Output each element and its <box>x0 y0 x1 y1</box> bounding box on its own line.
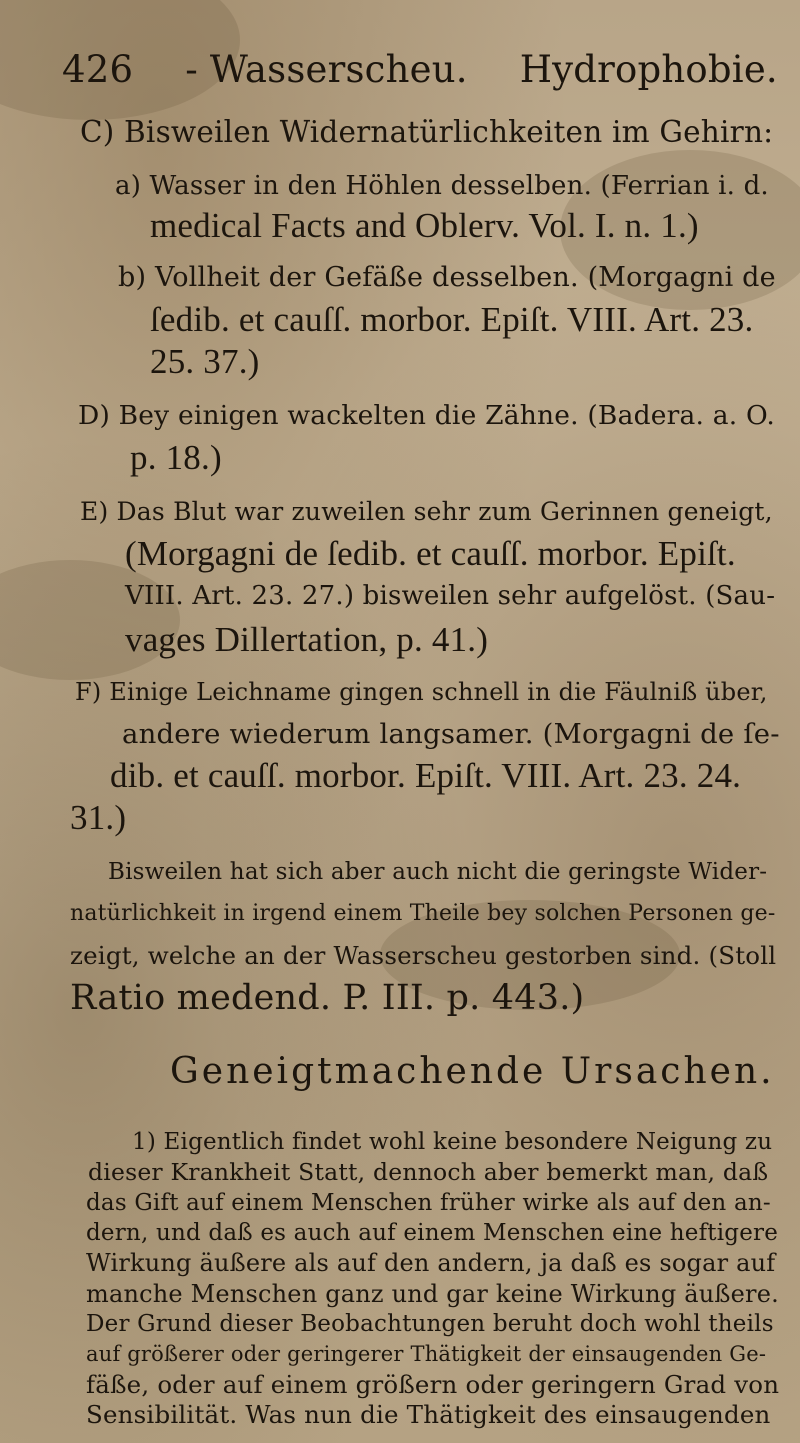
entry-line: vages Dillertation, p. 41.) <box>125 620 489 659</box>
page-number: 426 <box>62 48 134 91</box>
running-title: - Wasserscheu. <box>185 48 468 91</box>
paragraph-line: Bisweilen hat sich aber auch nicht die geringste Wider- <box>108 859 768 885</box>
entry-line: C) Bisweilen Widernatürlichkeiten im Gehirn: <box>80 115 774 149</box>
entry-line: b) Vollheit der Gefäße desselben. (Morgagni de <box>118 262 776 293</box>
entry-line: medical Facts and Oblerv. Vol. I. n. 1.) <box>150 206 699 245</box>
entry-line: dib. et cauſſ. morbor. Epiſt. VIII. Art. 23. 24. <box>110 756 742 795</box>
entry-line: E) Das Blut war zuweilen sehr zum Gerinnen geneigt, <box>80 497 773 526</box>
entry-line: (Morgagni de ſedib. et cauſſ. morbor. Epiſt. <box>125 534 736 573</box>
paragraph-line: Sensibilität. Was nun die Thätigkeit des einsaugenden <box>86 1400 771 1429</box>
paragraph-line: das Gift auf einem Menschen früher wirke als auf den an- <box>86 1189 771 1216</box>
paragraph-line: 1) Eigentlich findet wohl keine besondere Neigung zu <box>132 1129 773 1155</box>
entry-line: a) Wasser in den Höhlen desselben. (Ferrian i. d. <box>115 171 769 201</box>
paragraph-line: Der Grund dieser Beobachtungen beruht doch wohl theils <box>86 1311 774 1337</box>
entry-line: F) Einige Leichname gingen schnell in die Fäulniß über, <box>75 678 768 706</box>
paragraph-line: natürlichkeit in irgend einem Theile bey solchen Personen ge- <box>70 901 776 926</box>
paragraph-line: manche Menschen ganz und gar keine Wirkung äußere. <box>86 1279 779 1308</box>
paragraph-line: dern, und daß es auch auf einem Menschen eine heftigere <box>86 1220 779 1246</box>
paragraph-line: fäße, oder auf einem größern oder geringern Grad von <box>86 1369 780 1399</box>
entry-line: ſedib. et cauſſ. morbor. Epiſt. VIII. Art. 23. <box>150 300 754 339</box>
paragraph-line: Wirkung äußere als auf den andern, ja daß es sogar auf <box>86 1249 776 1278</box>
paragraph-line: dieser Krankheit Statt, dennoch aber bemerkt man, daß <box>88 1158 769 1187</box>
paragraph-line: zeigt, welche an der Wasserscheu gestorben sind. (Stoll <box>70 941 777 970</box>
paragraph-line: Ratio medend. P. III. p. 443.) <box>70 978 585 1018</box>
running-header <box>62 50 778 90</box>
entry-line: 25. 37.) <box>150 342 260 381</box>
entry-line: D) Bey einigen wackelten die Zähne. (Badera. a. O. <box>78 400 775 431</box>
paragraph-line: auf größerer oder geringerer Thätigkeit der einsaugenden Ge- <box>86 1342 767 1367</box>
entry-line: 31.) <box>70 798 127 837</box>
entry-line: p. 18.) <box>130 438 222 477</box>
section-heading: Geneigtmachende Ursachen. <box>170 1051 775 1092</box>
running-title-2: Hydrophobie. <box>519 48 778 91</box>
entry-line: VIII. Art. 23. 27.) bisweilen sehr aufgelöst. (Sau- <box>125 581 776 611</box>
entry-line: andere wiederum langsamer. (Morgagni de ſe- <box>122 718 780 750</box>
